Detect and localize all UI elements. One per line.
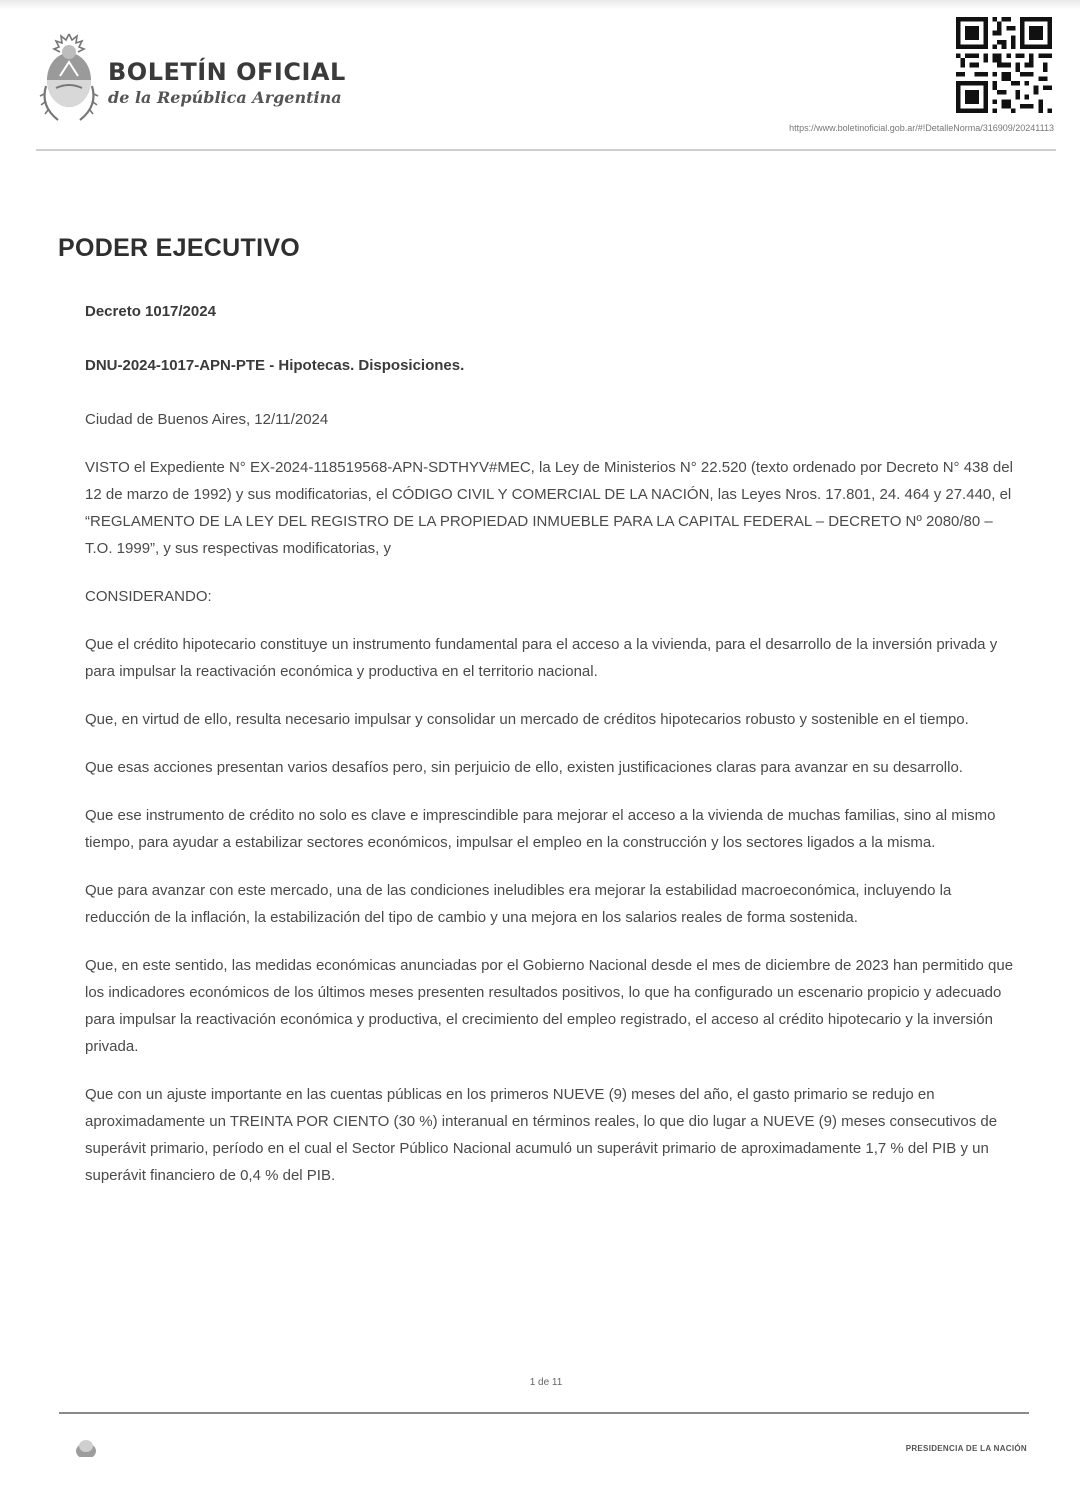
paragraph-visto: VISTO el Expediente N° EX-2024-118519568-APN-SDTHYV#MEC, la Ley de Ministerios N° 22.520 (texto ordenado por Decreto N° 438 del 12 de marzo de 1992) y sus modificatorias, el CÓDIGO CIVIL Y COMERCIAL DE LA NACIÓN, las Leyes Nros. 17.801, 24. 464 y 27.440, el “REGLAMENTO DE LA LEY DEL REGISTRO DE LA PROPIEDAD INMUEBLE PARA LA CAPITAL FEDERAL – DECRETO Nº 2080/80 – T.O. 1999”, y sus respectivas modificatorias, y	[85, 459, 1013, 557]
paragraph: Que ese instrumento de crédito no solo es clave e imprescindible para mejorar el acceso a la vivienda de muchas familias, sino al mismo tiempo, para ayudar a estabilizar sectores económicos, impulsar el empleo en la construcción y los sectores ligados a la misma.	[85, 807, 996, 851]
document-body	[85, 298, 1015, 1210]
paragraph: Que para avanzar con este mercado, una de las condiciones ineludibles era mejorar la estabilidad macroeconómica, incluyendo la reducción de la inflación, la estabilización del tipo de cambio y una mejora en los salarios reales de forma sostenida.	[85, 882, 952, 926]
document-url[interactable]: https://www.boletinoficial.gob.ar/#!DetalleNorma/316909/20241113	[789, 123, 1054, 133]
qr-code-icon[interactable]	[956, 17, 1052, 113]
top-shadow	[0, 0, 1080, 10]
brand-title: BOLETÍN OFICIAL	[108, 58, 346, 86]
paragraph: Que con un ajuste importante en las cuentas públicas en los primeros NUEVE (9) meses del año, el gasto primario se redujo en aproximadamente un TREINTA POR CIENTO (30 %) interanual en términos reales, lo que dio lugar a NUEVE (9) meses consecutivos de superávit primario, período en el cual el Sector Público Nacional acumuló un superávit primario de aproximadamente 1,7 % del PIB y un superávit financiero de 0,4 % del PIB.	[85, 1086, 998, 1184]
paragraph: Que esas acciones presentan varios desafíos pero, sin perjuicio de ello, existen justificaciones claras para avanzar en su desarrollo.	[85, 759, 963, 776]
decree-number: Decreto 1017/2024	[85, 303, 216, 320]
paragraph-considerando: CONSIDERANDO:	[85, 588, 212, 605]
header-divider	[36, 149, 1056, 151]
coat-of-arms-icon	[36, 28, 102, 126]
footer-institution: PRESIDENCIA DE LA NACIÓN	[905, 1444, 1027, 1453]
decree-reference: DNU-2024-1017-APN-PTE - Hipotecas. Disposiciones.	[85, 357, 465, 374]
section-title: PODER EJECUTIVO	[58, 234, 301, 262]
footer-divider	[59, 1412, 1029, 1414]
paragraph: Que, en este sentido, las medidas económicas anunciadas por el Gobierno Nacional desde el mes de diciembre de 2023 han permitido que los indicadores económicos de los últimos meses presenten resultados positivos, lo que ha configurado un escenario propicio y adecuado para impulsar la reactivación económica y productiva, el crecimiento del empleo registrado, el acceso al crédito hipotecario y la inversión privada.	[85, 957, 1014, 1055]
paragraph: Que, en virtud de ello, resulta necesario impulsar y consolidar un mercado de créditos hipotecarios robusto y sostenible en el tiempo.	[85, 711, 969, 728]
paragraph: Que el crédito hipotecario constituye un instrumento fundamental para el acceso a la vivienda, para el desarrollo de la inversión privada y para impulsar la reactivación económica y productiva en el territorio nacional.	[85, 636, 998, 680]
place-date: Ciudad de Buenos Aires, 12/11/2024	[85, 411, 329, 428]
brand-subtitle: de la República Argentina	[108, 88, 342, 107]
page-number: 1 de 11	[529, 1377, 563, 1388]
footer-emblem-icon	[74, 1437, 98, 1457]
